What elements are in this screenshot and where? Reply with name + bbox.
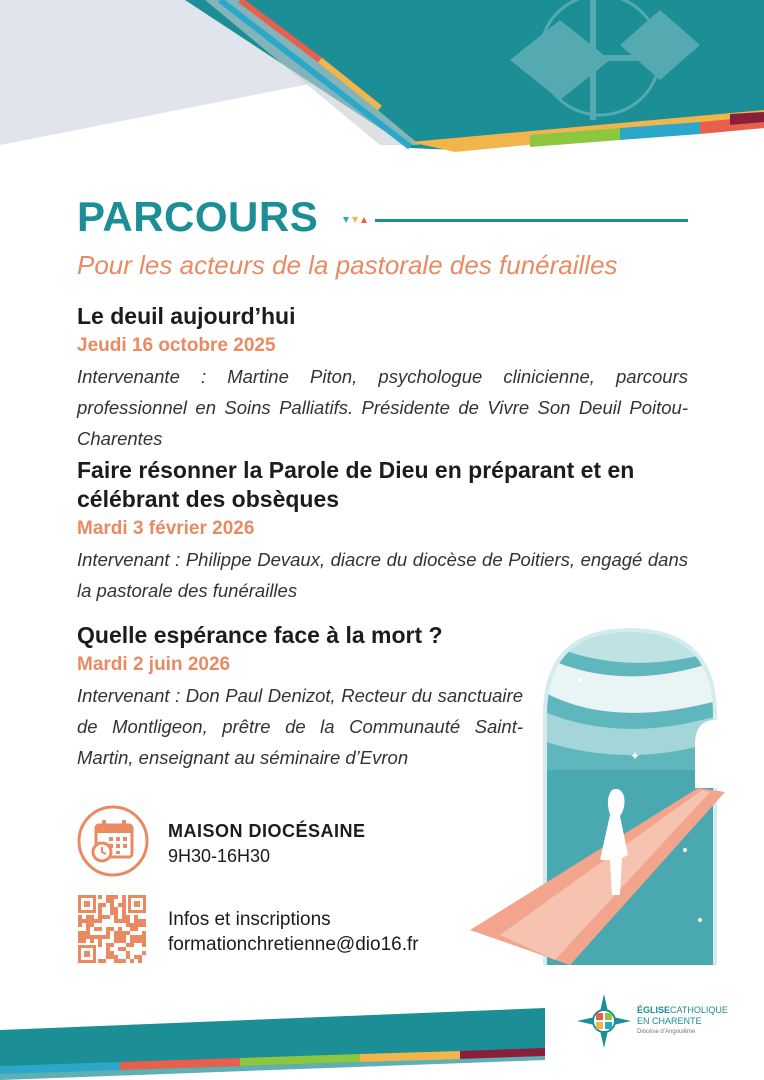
session-2	[77, 456, 688, 606]
svg-text:✦: ✦	[740, 888, 752, 904]
top-decorative-banner	[0, 0, 764, 160]
svg-text:✦: ✦	[630, 749, 641, 763]
diocese-logo	[575, 992, 735, 1054]
calendar-clock-icon	[77, 805, 149, 877]
contact-label: Infos et inscriptions	[168, 909, 331, 930]
session-title: Faire résonner la Parole de Dieu en préparant et en célébrant des obsèques	[77, 457, 635, 512]
page-title: PARCOURS	[77, 193, 319, 240]
logo-text	[637, 1005, 728, 1038]
logo-word-catholique: CATHOLIQUE	[670, 1005, 728, 1015]
session-title: Le deuil aujourd’hui	[77, 303, 296, 329]
contact-block	[168, 907, 419, 957]
venue-hours: 9H30-16H30	[168, 846, 271, 866]
contact-email[interactable]: formationchretienne@dio16.fr	[168, 934, 419, 955]
session-speaker: Intervenante : Martine Piton, psychologue clinicienne, parcours professionnel en Soins Palliatifs. Présidente de Vivre Son Deuil Poitou-Charentes	[77, 366, 688, 449]
venue-name: MAISON DIOCÉSAINE	[168, 821, 366, 841]
session-1	[77, 302, 688, 454]
title-divider	[343, 214, 688, 228]
svg-text:✦: ✦	[725, 668, 737, 684]
session-date: Mardi 3 février 2026	[77, 518, 255, 539]
logo-word-eglise: ÉGLISE	[637, 1005, 671, 1015]
session-speaker: Intervenant : Philippe Devaux, diacre du diocèse de Poitiers, engagé dans la pastorale des funérailles	[77, 549, 688, 601]
session-title: Quelle espérance face à la mort ?	[77, 622, 443, 648]
arch-path-illustration	[440, 620, 764, 965]
session-date: Jeudi 16 octobre 2025	[77, 335, 276, 356]
compass-cross-icon	[575, 992, 633, 1050]
page-subtitle: Pour les acteurs de la pastorale des funérailles	[77, 250, 618, 280]
qr-code[interactable]	[78, 895, 146, 963]
logo-line-diocese: Diocèse d’Angoulême	[637, 1029, 696, 1035]
venue-block	[168, 818, 366, 868]
session-date: Mardi 2 juin 2026	[77, 654, 231, 675]
logo-line-charente: EN CHARENTE	[637, 1016, 702, 1026]
session-speaker: Intervenant : Don Paul Denizot, Recteur du sanctuaire de Montligeon, prêtre de la Communauté Saint-Martin, enseignant au séminaire d’Evron	[77, 685, 523, 768]
